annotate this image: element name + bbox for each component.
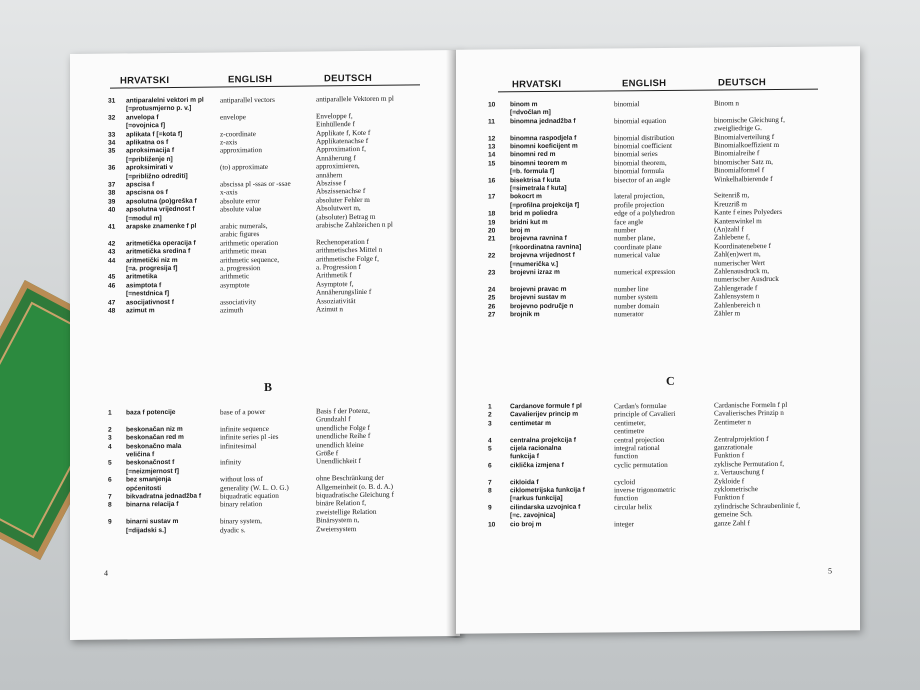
entry-english: cycloid (614, 477, 636, 486)
entry-german: binomischer Satz m, Binomialformel f (714, 157, 773, 175)
entry-number: 7 (108, 493, 112, 501)
entry-english: antiparallel vectors (220, 95, 275, 105)
entry-number: 45 (108, 273, 116, 282)
entry-number: 48 (108, 307, 116, 315)
entry-croatian: Cardanove formule f pl (510, 402, 582, 411)
entry-german: arithmetische Folge f, a. Progression f (316, 254, 379, 272)
entry-english: lateral projection, profile projection (614, 192, 665, 210)
entry-croatian: binarni sustav m [=dijadski s.] (126, 518, 179, 535)
page-number-right: 5 (828, 566, 832, 576)
entry-english: binomial distribution (614, 133, 675, 142)
entry-croatian: baza f potencije (126, 408, 176, 417)
entry-number: 1 (108, 409, 112, 417)
entry-row (456, 434, 860, 445)
entry-number: 35 (108, 147, 116, 156)
entry-croatian: aproksimirati v [=približno odrediti] (126, 164, 188, 181)
entry-german: Zahlenausdruck m, numerischer Ausdruck (714, 267, 779, 284)
entry-number: 15 (488, 160, 496, 168)
entry-german: Zahlebene f, Koordinatenebene f (714, 233, 771, 251)
entry-german: zyklische Permutation f, z. Vertauschung f (714, 459, 785, 477)
entry-number: 47 (108, 299, 116, 307)
entry-croatian: brojevni sustav m (510, 293, 567, 302)
entry-german: Unendlichkeit f (316, 457, 361, 466)
entry-number: 41 (108, 223, 116, 231)
page-number-left: 4 (104, 568, 108, 578)
entry-croatian: centimetar m (510, 419, 552, 428)
entry-number: 23 (488, 269, 496, 277)
entry-english: integer (614, 519, 634, 528)
entry-number: 27 (488, 311, 496, 319)
header-hrvatski: HRVATSKI (512, 78, 562, 91)
entry-german: (An)zahl f (714, 225, 744, 234)
entry-english: central projection (614, 435, 665, 444)
entry-croatian: bokocrt m [=profilna projekcija f] (510, 193, 580, 210)
entry-croatian: ciklička izmjena f (510, 461, 564, 470)
entry-german: Azimut n (316, 305, 343, 314)
entry-german: Binomialkoeffizient m (714, 140, 780, 150)
entry-english: arithmetic (220, 272, 250, 281)
entry-croatian: apsolutna vrijednost f [=modul m] (126, 205, 195, 223)
entry-croatian: anvelopa f [=ovojnica f] (126, 113, 166, 130)
entry-croatian: bikvadratna jednadžba f (126, 492, 202, 501)
entry-german: Zahl(en)wert m, numerischer Wert (714, 250, 765, 268)
entry-english: arithmetic mean (220, 247, 267, 256)
entry-english: cyclic permutation (614, 460, 668, 470)
entry-german: Zentralprojektion f (714, 434, 769, 444)
entry-english: number line (614, 284, 649, 294)
entry-row (456, 132, 860, 143)
entry-german: absoluter Fehler m (316, 195, 370, 205)
entry-croatian: Cavalierijev princip m (510, 411, 579, 419)
entry-croatian: apsolutna (po)greška f (126, 197, 197, 206)
entry-croatian: brid m poliedra (510, 210, 558, 218)
entry-number: 36 (108, 164, 116, 172)
entry-croatian: brojevni izraz m (510, 268, 560, 277)
entry-number: 31 (108, 97, 116, 105)
entry-croatian: aritmetički niz m [=a. progresija f] (126, 256, 178, 273)
entry-german: Applikate f, Kote f (316, 128, 371, 138)
entry-german: ohne Beschränkung der Allgemeinheit (o. B. d. A.) (316, 473, 394, 492)
entry-english: envelope (220, 112, 246, 122)
entry-english: binomial coefficient (614, 141, 672, 151)
entry-english: binomial (614, 100, 640, 109)
entry-english: circular helix (614, 502, 653, 512)
entry-croatian: asocijativnost f (126, 298, 175, 307)
entry-english: face angle (614, 217, 644, 226)
entry-croatian: cikloida f (510, 478, 539, 486)
entry-number: 46 (108, 282, 116, 290)
entry-croatian: beskonačan red m (126, 434, 184, 442)
entry-croatian: bez smanjenja općenitosti (126, 476, 172, 493)
entry-german: Binomialreihe f (714, 149, 760, 158)
entry-row (456, 400, 860, 411)
entry-number: 10 (488, 521, 496, 529)
entry-number: 5 (108, 459, 112, 468)
section-letter-c: C (666, 373, 675, 388)
entry-number: 16 (488, 177, 496, 185)
entry-croatian: centralna projekcija f (510, 436, 576, 444)
entry-number: 24 (488, 286, 496, 294)
entry-number: 5 (488, 445, 492, 453)
entry-number: 7 (488, 479, 492, 487)
entry-croatian: brojevna vrijednost f [=numerička v.] (510, 251, 575, 268)
entry-croatian: beskonačno mala veličina f (126, 442, 182, 459)
entry-row (70, 94, 460, 113)
entry-german: Approximation f, Annäherung f (316, 145, 366, 163)
entry-row (70, 515, 460, 535)
entry-croatian: binarna relacija f (126, 501, 179, 509)
entry-number: 4 (108, 443, 112, 451)
entry-croatian: binomni red m (510, 151, 556, 159)
entry-number: 3 (108, 434, 112, 442)
entry-number: 9 (488, 504, 492, 512)
entry-german: approximieren, annähern (316, 162, 360, 180)
entry-number: 10 (488, 101, 496, 109)
entry-english: numerical expression (614, 267, 676, 277)
entry-english: binomial series (614, 150, 658, 159)
entry-english: Cardan's formulae (614, 401, 667, 411)
entry-english: number system (614, 293, 658, 302)
entry-row (456, 476, 860, 487)
entry-german: ganze Zahl f (714, 518, 750, 528)
entry-row (456, 98, 860, 117)
entry-number: 38 (108, 189, 116, 198)
entry-number: 2 (108, 426, 112, 434)
entry-croatian: bisektrisa f kuta [=simetrala f kuta] (510, 176, 567, 193)
entry-german: unendlich kleine Größe f (316, 440, 364, 458)
entry-english: integral rational function (614, 443, 660, 461)
entry-german: Zahlenbereich n (714, 300, 761, 310)
entry-english: number domain (614, 301, 660, 310)
entry-croatian: binomni teorem m [=b. formula f] (510, 159, 568, 176)
entry-german: binäre Relation f, zweistellige Relation (316, 499, 377, 517)
entry-croatian: brojevni pravac m (510, 285, 567, 294)
entry-croatian: binomni koeficijent m (510, 142, 578, 151)
entry-english: number plane, coordinate plane (614, 234, 662, 252)
header-hrvatski: HRVATSKI (120, 75, 170, 87)
entry-german: Applikatenachse f (316, 136, 369, 146)
entry-german: Enveloppe f, Einhüllende f (316, 111, 355, 129)
entry-english: base of a power (220, 407, 266, 417)
right-page (456, 46, 860, 634)
entry-number: 33 (108, 131, 116, 139)
entry-number: 42 (108, 240, 116, 248)
entry-english: infinite series pl -ies (220, 433, 279, 442)
entry-english: (to) approximate (220, 163, 269, 172)
entry-number: 13 (488, 143, 496, 151)
entry-english: bisector of an angle (614, 175, 671, 184)
entry-number: 25 (488, 294, 496, 302)
entry-croatian: apscisa f (126, 181, 155, 189)
entry-german: Zahlensystem n (714, 292, 760, 301)
entry-croatian: brojevno područje n (510, 302, 574, 310)
header-english: ENGLISH (622, 77, 667, 90)
entry-croatian: aproksimacija f [=približenje n] (126, 147, 175, 164)
entry-croatian: arapske znamenke f pl (126, 222, 197, 231)
entry-german: zylindrische Schraubenlinie f, gemeine Sch. (714, 501, 801, 519)
entry-number: 37 (108, 181, 116, 189)
entry-number: 34 (108, 139, 116, 147)
entry-english: arithmetic sequence, a. progression (220, 255, 280, 273)
entry-german: Abszisse f (316, 179, 346, 188)
entry-croatian: asimptota f [=nestdnica f] (126, 281, 170, 298)
entry-number: 9 (108, 518, 112, 526)
entry-english: principle of Cavalieri (614, 410, 676, 419)
entry-croatian: ciklometrijska funkcija f [=arkus funkcija] (510, 486, 585, 503)
entry-croatian: binomna raspodjela f (510, 134, 577, 142)
entry-german: binomische Gleichung f, zweigliedrige G. (714, 115, 785, 133)
entry-german: Binom n (714, 99, 739, 108)
entry-english: approximation (220, 146, 262, 155)
header-deutsch: DEUTSCH (718, 77, 767, 89)
entry-english: numerator (614, 310, 644, 319)
entry-english: binary relation (220, 500, 263, 509)
entry-croatian: aplikata f [=kota f] (126, 130, 183, 139)
entry-number: 12 (488, 135, 496, 143)
entry-number: 43 (108, 248, 116, 256)
entry-croatian: aritmetička operacija f (126, 239, 196, 248)
entry-german: biquadratische Gleichung f (316, 490, 394, 500)
entry-german: Assoziativität (316, 296, 356, 306)
entry-english: arabic numerals, arabic figures (220, 221, 268, 239)
entry-german: Kantenwinkel m (714, 216, 762, 226)
entry-number: 4 (488, 437, 492, 445)
entry-german: Arithmetik f (316, 271, 352, 280)
entry-number: 8 (488, 487, 492, 495)
entry-english: infinite sequence (220, 424, 269, 434)
entry-english: abscissa pl -ssas or -ssae (220, 179, 291, 189)
entry-croatian: binom m [=dvočlan m] (510, 101, 551, 117)
entry-croatian: cilindarska uzvojnica f [=c. zavojnica] (510, 503, 581, 520)
entry-row (456, 283, 860, 294)
entry-english: biquadratic equation (220, 491, 279, 501)
entry-number: 20 (488, 227, 496, 235)
entry-german: Absolutwert m, (absoluter) Betrag m (316, 204, 376, 222)
entry-croatian: cijela racionalna funkcija f (510, 444, 562, 461)
entry-english: edge of a polyhedron (614, 209, 675, 218)
entry-english: without loss of generality (W. L. O. G.) (220, 475, 289, 493)
entry-german: unendliche Folge f (316, 423, 370, 433)
entry-croatian: apscisna os f (126, 189, 168, 197)
entry-english: associativity (220, 297, 256, 307)
entry-german: Zahlengerade f (714, 283, 758, 293)
entry-croatian: brojevna ravnina f [=koordinatna ravnina] (510, 235, 582, 252)
entry-german: ganzrationale Funktion f (714, 443, 753, 460)
entry-number: 18 (488, 210, 496, 218)
entry-croatian: beskonačnost f [=neizmjernost f] (126, 459, 179, 476)
header-deutsch: DEUTSCH (324, 72, 373, 85)
entry-number: 6 (488, 462, 492, 470)
entry-german: Zähler m (714, 309, 741, 318)
entry-number: 2 (488, 411, 492, 419)
entry-croatian: brojnik m (510, 311, 540, 319)
left-page (70, 50, 460, 640)
entry-row (70, 423, 460, 434)
entry-english: number (614, 226, 636, 235)
header-english: ENGLISH (228, 73, 273, 86)
entry-croatian: bridni kut m (510, 218, 548, 226)
entry-german: antiparallele Vektoren m pl (316, 94, 394, 104)
section-letter-b: B (264, 379, 273, 395)
entry-number: 39 (108, 198, 116, 206)
entry-german: Cardanische Formeln f pl (714, 400, 788, 410)
entry-number: 22 (488, 252, 496, 260)
entry-english: absolute value (220, 205, 262, 214)
entry-german: arithmetisches Mittel n (316, 245, 383, 255)
entry-german: Zentimeter n (714, 417, 751, 427)
entry-english: binomial equation (614, 116, 667, 126)
entry-german: zyklometrische Funktion f (714, 485, 758, 502)
entry-croatian: binomna jednadžba f (510, 117, 576, 126)
entry-english: absolute error (220, 196, 260, 206)
entry-english: z-axis (220, 138, 238, 147)
entry-german: Zykloide f (714, 476, 745, 486)
entry-german: Kante f eines Polyeders (714, 208, 783, 217)
entry-german: Seitenriß m, Kreuzriß m (714, 191, 750, 209)
entry-row (70, 406, 460, 424)
entry-number: 17 (488, 193, 496, 201)
entry-english: numerical value (614, 251, 661, 260)
entry-german: Cavalierisches Prinzip n (714, 409, 784, 418)
entry-number: 21 (488, 235, 496, 243)
entry-croatian: beskonačan niz m (126, 425, 183, 434)
entry-german: Winkelhalbierende f (714, 174, 773, 184)
entry-croatian: broj m (510, 227, 531, 235)
entry-english: infinity (220, 458, 242, 467)
entry-german: Abszissenachse f (316, 187, 366, 196)
entry-english: azimuth (220, 306, 244, 315)
entry-number: 14 (488, 151, 496, 159)
entry-english: inverse trigonometric function (614, 485, 676, 503)
entry-english: binary system, dyadic s. (220, 517, 262, 535)
entry-number: 1 (488, 403, 492, 411)
entry-german: Basis f der Potenz, Grundzahl f (316, 406, 370, 424)
entry-number: 3 (488, 420, 492, 428)
entry-german: Binärsystem n, Zweiersystem (316, 516, 360, 534)
entry-english: binomial theorem, binomial formula (614, 158, 667, 176)
entry-croatian: aritmetika (126, 273, 158, 281)
entry-number: 40 (108, 206, 116, 214)
entry-number: 6 (108, 476, 112, 484)
entry-german: Asymptote f, Annäherungslinie f (316, 279, 372, 297)
entry-german: arabische Zahlzeichen n pl (316, 220, 393, 230)
entry-croatian: aplikatna os f (126, 139, 169, 147)
entry-english: z-coordinate (220, 129, 256, 139)
entry-number: 19 (488, 219, 496, 227)
entry-english: asymptote (220, 280, 250, 290)
entry-german: Rechenoperation f (316, 237, 369, 247)
entry-croatian: azimut m (126, 307, 155, 315)
entry-number: 8 (108, 501, 112, 510)
entry-number: 44 (108, 257, 116, 265)
entry-croatian: aritmetička sredina f (126, 247, 191, 256)
entry-croatian: antiparalelni vektori m pl [=protusmjerno p. v.] (126, 96, 204, 113)
entry-number: 32 (108, 114, 116, 122)
entry-german: unendliche Reihe f (316, 432, 371, 441)
entry-english: arithmetic operation (220, 238, 279, 248)
entry-number: 11 (488, 118, 495, 126)
entry-english: infinitesimal (220, 441, 257, 451)
entry-german: Binomialverteilung f (714, 132, 775, 142)
entry-english: centimeter, centimetre (614, 418, 646, 436)
entry-number: 26 (488, 303, 496, 311)
entry-english: x-axis (220, 188, 238, 197)
entry-croatian: cio broj m (510, 520, 542, 528)
